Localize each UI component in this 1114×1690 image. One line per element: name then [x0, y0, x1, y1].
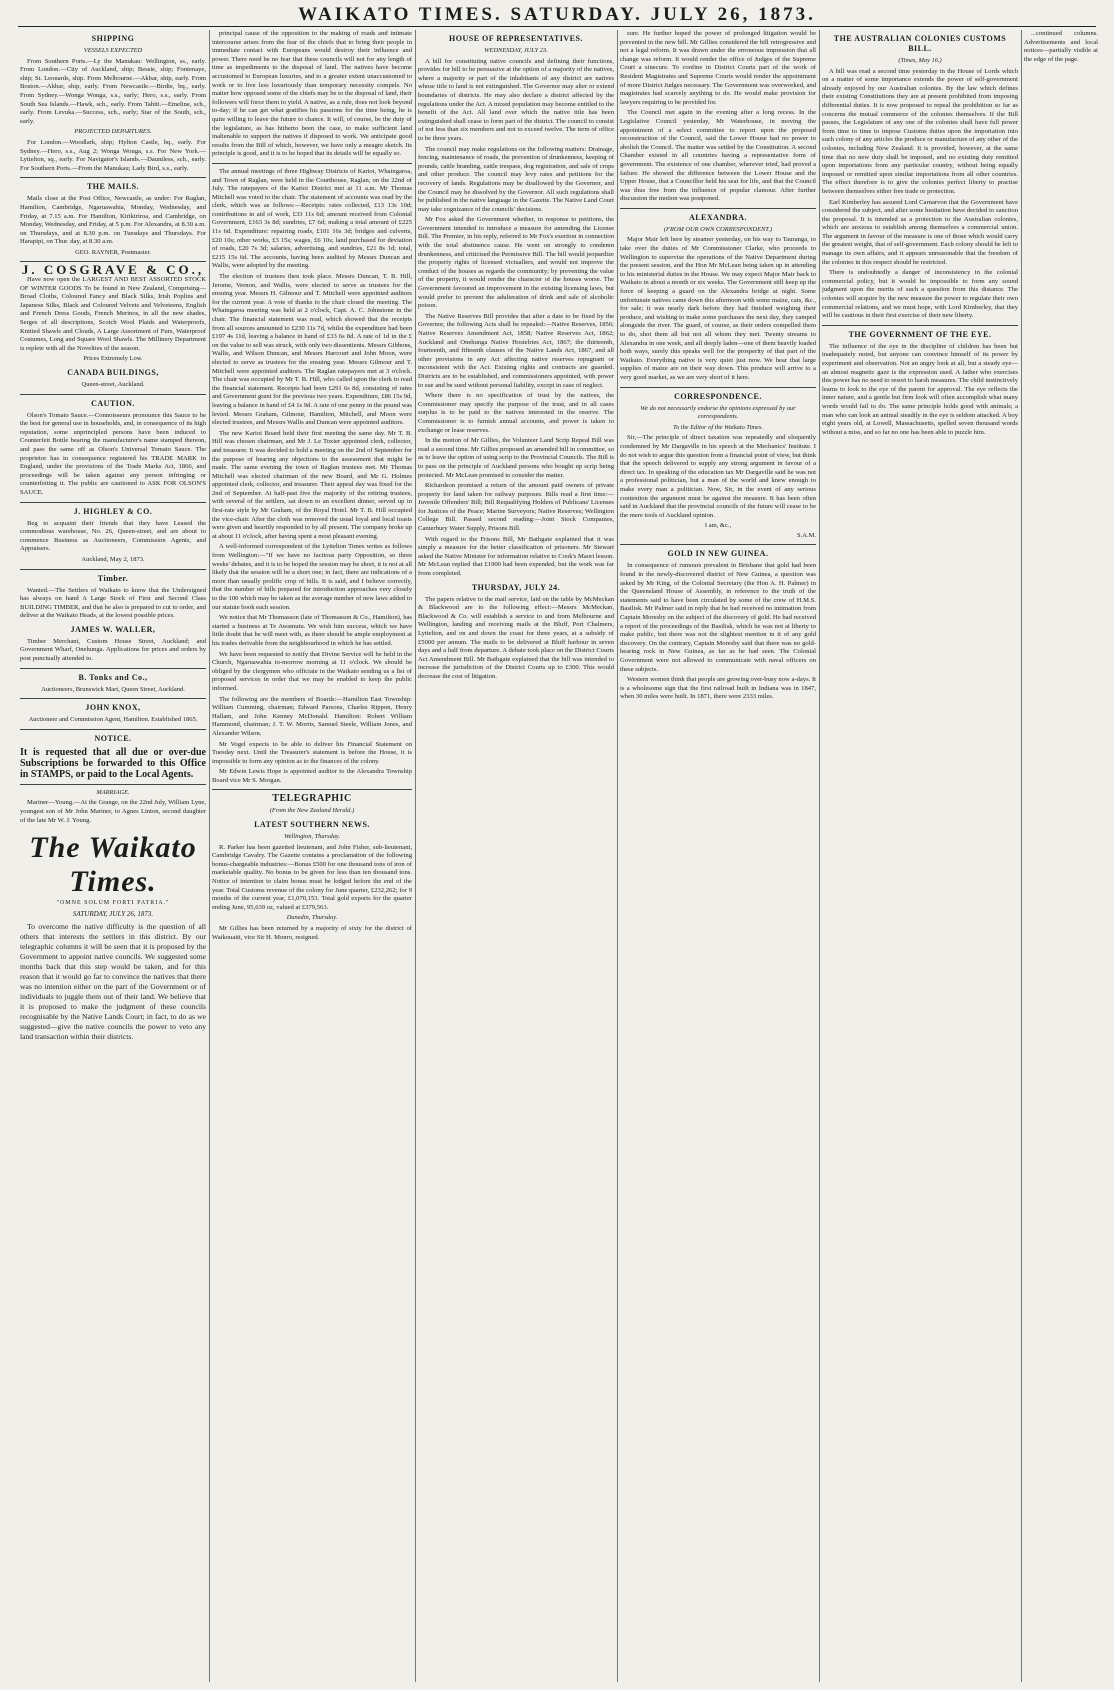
signature: I am, &c.,: [704, 522, 732, 530]
correspondence-to: To the Editor of the Waikato Times.: [673, 423, 763, 431]
article-text: The new Karioi Board held their first meeting the same day. Mr T. B. Hill was chosen chairman, and Mr J. Le Toxier appointed clerk, collector, and treasurer. It was decided to hold a meeting on the 2nd of September for the purpose of hearing any objections to the assessment that might be made. The same evening the town of Raglan trustees met. Mr Thomas Mitchell was elected chairman of the new Board, and Mr G. Holmes appointed clerk, collector, and treasurer. Their appeal day was fixed for the 2nd of September. At half-past five the majority of the retiring trustees, with several of the settlers, sat down to an excellent dinner, served up in first-rate style by Mr Graham, of the Royal Hotel. Mr T. B. Hill occupied the vice-chair. After the cloth was removed the usual loyal and local toasts were given and heartily responded to by all present. The company broke up at about 11 o'clock, after having spent a most pleasant evening.: [212, 429, 412, 540]
caution-heading: CAUTION.: [91, 398, 135, 408]
column-rule: [1021, 30, 1022, 1682]
article-text: Sir,—The principle of direct taxation was repeatedly and eloquently condemned by Mr Dargaville in his speech at the Mechanics' Institute. I do not wish to argue this question from a financial point of view, but think that the speech delivered to supply any strong argument in favour of a direct tax. In speaking of the education tax Mr Dargaville said he was not a professional politician, but a man of the world and knew enough to make every man a politician. Now, Sir, in the event of any serious contention the argument must be against the measure. It has been often said in Auckland that the provincial councils of the future will cease to be the mere tools of Auckland opinion.: [620, 434, 816, 519]
article-text: The election of trustees then took place. Messrs Duncan, T. B. Hill, Jerome, Vernon, and Wallis, were elected to serve as trustees for the ensuing year. Messrs H. Gilmour and T. Mitchell were appointed auditors for the current year. A vote of thanks to the chair closed the meeting. The Whaingaroa meeting was held at 2 o'clock, Capt. A. C. Johnstone in the chair. The financial statement was read, which showed that the receipts from all sources amounted to £230 11s 7d, whilst the expenditure had been £197 4s 11d, leaving a balance in hand of £33 6s 8d. A rate of 1d in the £ on the value to sell was struck, with only two dissentients. Messrs Gibbons, Wallis, and Wilson Duncan, and Messrs Harcourt and John Moon, were elected to serve as trustees for the ensuing year. Messrs Gilmour and T. Mitchell were appointed auditors. The Raglan ratepayers met at 3 o'clock. The chair was occupied by Mr T. B. Hill, who called upon the clerk to read the financial statement. Receipts had been £291 6s 8d, consisting of rates and Government grant for the previous two years. Expenditure, £86 15s 9d, leaving a balance in hand of £4 1s 9d. A rate of one penny in the pound was levied. Messrs Graham, Gilmour, Hamilton, Mitchell, and Moon were elected trustees, and Messrs Wallis and Duncan were appointed auditors.: [212, 273, 412, 427]
divider: [20, 394, 206, 395]
latest-news-heading: LATEST SOUTHERN NEWS.: [254, 820, 370, 830]
marriage-text: Mariner—Young.—At the Grange, on the 22nd July, William Lyne, youngest son of Mr John Mariner, to Agnes Linton, second daughter of the late Mr W. J. Young.: [20, 799, 206, 824]
article-text: Mr Fox asked the Government whether, in response to petitions, the Government intended to introduce a measure for amending the License Bill. The Premier, in his reply, referred to Mr Fox's exertion in connection with the total abstinence cause. He went on strongly to condemn drunkenness, and criticised the Permissive Bill. The bill would jeopardize the property rights of licensed victuallers, and would not improve the conduct of the houses as regards the community; by preventing the value of the property, it would render the character of the houses worse. The Government favoured an improvement in the existing licensing laws, but would prefer to prevent the adulteration of drink and sale of alcoholic poison.: [418, 216, 614, 310]
article-text: The Council met again in the evening after a long recess. In the Legislative Council yesterday, Mr Waterhouse, in moving the appointment of a select committee to report upon the proposed reconstruction of the Council, said the Lower House had no power to abolish the Council. The matter was settled by the Constitution. A second Chamber existed in all countries having a representative form of government. The existence of one chamber, wherever tried, had proved a failure. He showed the difference between the Lower House and the Upper House, that a Councillor held his seat for life, and that the Council was thus free from the influence of popular clamour. After further discussion the motion was postponed.: [620, 109, 816, 203]
divider: [620, 544, 816, 545]
canada-buildings: CANADA BUILDINGS,: [67, 368, 159, 377]
column-5: [822, 30, 1018, 1682]
dateline: Wellington, Thursday.: [283, 833, 341, 841]
telegraphic-heading: TELEGRAPHIC: [272, 793, 352, 805]
canada-address: Queen-street, Auckland.: [81, 381, 145, 388]
masthead: WAIKATO TIMES. SATURDAY. JULY 26, 1873.: [18, 4, 1096, 27]
house-heading: HOUSE OF REPRESENTATIVES.: [449, 34, 583, 43]
marriage-heading: MARRIAGE.: [96, 788, 130, 796]
column-3: [418, 30, 614, 1682]
divider: [212, 163, 412, 164]
column-rule: [819, 30, 820, 1682]
highley-ad-title: J. HIGHLEY & CO.: [73, 506, 153, 516]
article-text: The annual meetings of three Highway Districts of Karioi, Whaingaroa, and Town of Raglan, were held in the Courthouse, Raglan, on the 22nd of July. The ratepayers of the Karioi District met at 11 a.m. Mr Thomas Mitchell was voted to the chair. The statement of accounts was read by the clerk, which was as follows:—Receipts: rates collected, £13 13s 10d; contributions in aid of work, £33 11s 6d; amount received from Colonial Government, £163 3s 8d; sundries, £7 6d; making a total amount of £225 11s 6d. Expenditure: repairing roads, £101 16s 3d; bridges and culverts, £20 10s; other works, £3 15s; wages, £6 10s; land purchased for deviation of roads, £20 7s 3d; salaries, advertising, and sundries, £21 8s 1d; total, £215 15s 6d. The accounts, having been audited by Messrs Duncan and Wallis, were adopted by the meeting.: [212, 167, 412, 270]
projected-text: For London.—Woodlark, ship; Hylton Castle, bq., early. For Sydney.—Hero, s.s., Aug 2; Wonga Wonga, s.s. For New York.—Lyttelton, sq., early. For Navigator's Islands.—Dauntless, sch., early. For Southern Ports.—From the Manukau; Lady Bird, s.s., early.: [20, 138, 206, 172]
dateline: WEDNESDAY, JULY 23.: [484, 47, 548, 54]
article-text: We have been requested to notify that Divine Service will be held in the Church, Ngaruawahia to-morrow morning at 11 o'clock. We should be obliged by the clergymen who officiate in the Waikato sending us a list of proposed services in order that we may be enabled to keep the public informed.: [212, 650, 412, 692]
article-text: Western women think that people are growing over-busy now a-days. It is a wholesome sign that the first railroad built in Indiana was in 1847, when 30 miles were built. In 1871, there were 2333 miles.: [620, 676, 816, 701]
mails-heading: THE MAILS.: [86, 182, 140, 192]
cosgrave-ad-title: J. COSGRAVE & CO.,: [21, 262, 205, 278]
column-1: [20, 30, 206, 1682]
prices-line: Prices Extremely Low.: [83, 355, 143, 363]
paper-dateline: SATURDAY, JULY 26, 1873.: [72, 909, 154, 918]
divider: [20, 569, 206, 570]
highley-ad-date: Auckland, May 2, 1873.: [81, 555, 145, 563]
article-text: Major Mair left here by steamer yesterday, on his way to Tauranga, to take over the duties of Mr Commissioner Clarke, who proceeds to Wellington to supervise the operations of the Native Department during the present session, and the Hon Mr McLean being taken up in attending to his ministerial duties in the House. We may expect Major Mair back to Waikato in about a month or six weeks. The Government still keep up the force of keeping a guard on the Alexandra bridge at night. Some unfortunate natives came down this afternoon with some maize, cats, &c., for sale; it was nearly dark before they had finished weighing their produce, and wishing to make some purchases the next day, they camped alongside the river. The guard, of course, as their orders compelled them to do, shot them all but not all whom they met. Twenty streams to Alexandra in one week, and all deeply laden—one of them heavily loaded both ways, surely this speaks well for the prosperity of that part of the Waikato. Everything native is very quiet just now. We hear that large supplies of maize are on their way down. This produce will arrive to a very good market, as we are very short of it here.: [620, 236, 816, 381]
article-text: Mr Vogel expects to be able to deliver his Financial Statement on Tuesday next. Until the Treasurer's statement is before the House, it is impossible to form any opinion as to the finances of the colony.: [212, 740, 412, 765]
divider: [20, 502, 206, 503]
notice-text: It is requested that all due or over-due Subscriptions be forwarded to this Office in STAMPS, or paid to the Local Agents.: [20, 746, 206, 780]
column-rule: [415, 30, 416, 1682]
postmaster-signature: GEO. RAYNER, Postmaster.: [75, 248, 151, 256]
divider: [20, 784, 206, 785]
column-4: [620, 30, 816, 1682]
article-text: Richardson promised a return of the amount paid owners of private property for land taken for railway purposes. Bills read a first time:—Juvenile Offenders' Bill; Bill Requalifying Holders of Publicans' Licenses for Justices of the Peace; Marine Surveyors; Native Reserves; Wellington College Bill. Passed second reading:—Joint Stock Companies, Canterbury Water Supply, Prisons Bill.: [418, 482, 614, 533]
divider: [620, 208, 816, 209]
dateline: THURSDAY, JULY 24.: [471, 582, 561, 592]
article-text: The papers relative to the mail service, laid on the table by McMeckan & Blackwood are to the following effect:—Messrs McMeckan, Blackwood & Co. will establish a service to and from Melbourne and Wellington, landing and receiving mails at the Bluff, Port Chalmers, Lyttelton, and on and down the coast for three years, at a subsidy of £5000 per annum. The mails to be delivered at Bluff harbour in seven days and a half from departure. A debate took place on the District Courts Act Amendment Bill. Mr Bathgate explained that the bill was intended to increase the jurisdiction of the District Courts up to £300. This would decrease the cost of litigation.: [418, 595, 614, 680]
divider: [212, 789, 412, 790]
article-text: There is undoubtedly a danger of inconsistency in the colonial commercial policy, but it would be impossible to form any sound judgment upon the merits of such a question from this distance. The colonies will acquire by the new measure the power to regulate their own commercial relations, and we must hope, with Lord Kimberley, that they will be cautious in their first exercise of their new liberty.: [822, 269, 1018, 320]
tonks-text: Auctioneers, Brunswick Mart, Queen Street, Auckland.: [41, 685, 185, 693]
eye-heading: THE GOVERNMENT OF THE EYE.: [848, 329, 992, 339]
correspondence-heading: CORRESPONDENCE.: [674, 391, 762, 401]
column-rule: [209, 30, 210, 1682]
article-text: In consequence of rumours prevalent in Brisbane that gold had been found in the newly-discovered district of New Guinea, a question was asked by Mr King, of the Colonial Secretary (the Hon A. H. Palmer) in the Queensland House of Assembly, in reference to the truth of the statements said to have been circulated by some of the crew of H.M.S. Basilisk. Mr Palmer said in reply that he had received no intimation from Captain Moresby on the subject of the discovery of gold. He had received a report of the proceedings of the Basilisk, which he was not at liberty to make public, but there was not the slightest mention in it of any gold discovery. On the contrary, Captain Moresby said that there was no gold-bearing rock in New Guinea, as far as he had seen. The Colonial Government were not allowed to communicate with naval officers on these subjects.: [620, 562, 816, 673]
article-text: Where there is no specification of trust by the natives, the Commissioner may specify the purpose of the trust, and in all cases surplus is to be paid to the natives interested in the reserve. The Commissioner is to furnish annual accounts, and power is taken to exchange or lease reserves.: [418, 392, 614, 434]
dateline: Dunedin, Thursday.: [286, 914, 338, 922]
article-text: A bill for constituting native councils and defining their functions, provides for bill to be persuasive at the option of a majority of the natives, where a majority or part of the inhabitants of any district are natives whose title to land is not extinguished. The Governor may alter or extend boundaries of districts. He may also declare a district affected by the regulations under the Act. A mixed population may become entitled to the benefit of the Act. All land over which the native title has been extinguished shall cease to form part of the district. The council to consist of not less than six members and not to exceed twelve. The term of office to be three years.: [418, 57, 614, 142]
divider: [822, 325, 1018, 326]
paper-motto: "OMNE SOLUM FORTI PATRIA.": [56, 900, 170, 907]
notice-heading: NOTICE.: [94, 733, 132, 743]
divider: [20, 698, 206, 699]
divider: [20, 668, 206, 669]
article-text: The influence of the eye in the discipline of children has been but inadequately noted, but anyone can convince himself of its power by experiment and observation. Not an angry look at all, but a steady eye—an almost magnetic gaze is the expression used. A father who exercises this power has no need to resort to harsh measures. The child instinctively learns to look to the eye of the parent for approval. The eye reflects the inner nature, and a gentle but firm look will often accomplish what many words would fail to do. The same principle holds good with animals; a man who can look an animal steadily in the eye is seldom attacked. A boy eight years old, at Lowell, Massachusetts, spelled seven thousand words without a miss, and so far no one has been able to puzzle him.: [822, 342, 1018, 436]
article-text: In the motion of Mr Gillies, the Volunteer Land Scrip Repeal Bill was read a second time. Mr Gillies proposed an amended bill in committee, so as to leave the option of using scrip to the Provincial Councils. The Bill is to pass on the principle of Auckland persons who bought up scrip being protected. Mr McLean promised to consider the matter.: [418, 437, 614, 479]
article-text: The council may make regulations on the following matters: Drainage, fencing, maintenance of roads, the prevention of drunkenness, keeping of pounds, cattle branding, cattle trespass, dog registration, and sale of crops and other produce. The council may levy rates and petitions for the recovery of lands. Regulations may be disallowed by the Governor, and the Council may be dissolved by the Governor. All such regulations shall be published in the native language in the Gazette. The Native Land Court may take cognizance of the councils' decisions.: [418, 145, 614, 213]
waller-name: JAMES W. WALLER,: [70, 624, 156, 634]
mails-text: Mails close at the Post Office, Newcastle, as under: For Raglan, Hamilton, Cambridge, Ngaruawahia, Monday, Wednesday, and Friday, at 7.15 a.m. For Hamilton, Kirikiriroa, and Cambridge, on Monday, Wednesday, and Friday, at 5 p.m. For Alexandra, at 8.30 a.m. on Thursdays, and at 8.30 p.m. on Tuesdays and Thursdays. For Harapipi, on Thur. day, at 8.30 a.m.: [20, 195, 206, 246]
knox-name: JOHN KNOX,: [85, 703, 141, 713]
timber-heading: Timber.: [97, 573, 129, 583]
article-text: The following are the members of Boards:—Hamilton East Township: William Cumming, chairman; Edward Parsons, Charles Rippon, Henry Hallam, and John Kenney McDonald. Hamilton: Robert William Hammond, chairman; J. T. W. Morris, Samuel Steele, William Jones, and Alexander Wilson.: [212, 695, 412, 737]
telegraph-text: Mr Gillies has been returned by a majority of sixty for the district of Waikouaiti, vice Sir H. Monro, resigned.: [212, 925, 412, 941]
article-text: ...continued columns. Advertisements and local notices—partially visible at the edge of the page.: [1024, 30, 1098, 63]
vessels-expected-heading: VESSELS EXPECTED: [83, 47, 143, 54]
article-text: A well-informed correspondent of the Lyttelton Times writes as follows from Wellington:—"If we have no factious party Opposition, so three weeks' debates, and it is to be hoped the session may be short, it is not at all likely that the session will be a short one; in fact, there are indications of a more than usually prolific crop of bills. It is said, and I believe correctly, that the number of bills prepared for introduction approaches very closely to the 100 which may be taken as the average number of new laws added to our statute book each session.: [212, 543, 412, 611]
customs-bill-heading: THE AUSTRALIAN COLONIES CUSTOMS BILL.: [833, 34, 1007, 53]
telegraphic-source: (From the New Zealand Herald.): [269, 807, 355, 815]
article-text: With regard to the Frisons Bill, Mr Bathgate explained that it was simply a measure for the better classification of prisoners. Mr Stewart asked the Native Minister for information relative to Cook's Maori lesson. Mr McLean replied that £1900 had been expended, but the work was far from completed.: [418, 535, 614, 578]
timber-text: Wanted.—The Settlers of Waikato to know that the Undersigned has always on hand A Large Stock of First and Second Class BUILDING TIMBER, and that he also is prepared to cut to order, and deliver at the Waikato Heads, at the lowest possible prices.: [20, 586, 206, 620]
cosgrave-ad-text: Have now open the LARGEST AND BEST ASSORTED STOCK OF WINTER GOODS To be found in New Zealand, Comprising— Broad Cloths, Coloured Fancy and Black Silks, Irish Poplins and Japanese Silks, Black and Coloured Velvets and Velveteens, English and French Dress Goods, French Merinos, in all the new shades, Serges of all descriptions, Scotch Wool Plaids and Waterproofs, Knitted Shawls and Clouds, A Large Assortment of Furs, Waterproof Costumes, Long and Square Wool Shawls. The Millinery Department is replete with all the Novelties of the season.: [20, 276, 206, 352]
telegraph-text: R. Parker has been gazetted lieutenant, and John Fisher, sub-lieutenant, Cambridge Cavalry. The Gazette contains a proclamation of the following bonus-chargeable industries:—Bonus £500 for one thousand tons of iron of marketable quality. No bonus to be given for less than ten thousand tons. Notice of intention to claim bonus must be lodged before the end of the year. Total Customs revenue of the colony for June quarter, £232,262; for 9 months of the current year, £1,070,153. Total gold exports for the quarter ending June, 95,639 oz, valued at £379,563.: [212, 843, 412, 911]
alexandra-heading: ALEXANDRA.: [688, 212, 748, 222]
caution-text: Olson's Tomato Sauce.—Connoisseurs pronounce this Sauce to be the best for general use in households, and, in consequence of its high reputation, some unprincipled persons have been induced to Counterfeit Bottle bearing the manufacturer's name stamped thereon, and pass the same off as Olson's Universal Tomato Sauce. The proprietor has in consequence registered his TRADE MARK in England, under the provisions of the Trade Marks Act, 1866, and proceedings will be taken against any person infringing or counterfeiting it. The public are cautioned to ASK FOR OLSON'S SAUCE.: [20, 411, 206, 496]
waller-text: Timber Merchant, Custom House Street, Auckland; and Government Wharf, Onehunga. Applications for prices and orders by post punctually attended to.: [20, 637, 206, 663]
highley-ad-text: Beg to acquaint their friends that they have Leased the commodious warehouse, No. 26, Queen-street, and are about to commence Business as Auctioneers, Commission Agents, and Appraisers.: [20, 519, 206, 553]
divider: [620, 387, 816, 388]
lead-article: To overcome the native difficulty is the question of all others that interests the settlers in this district. By our telegraphic columns it will be seen that it is proposed by the Government to appoint native councils. We suggested some months back that this step would be taken, and for this reason that it would go far to convince the natives that there was no intention either on the part of the Government or of individuals to juggle them out of their land. We believe that it is proposed to make the judgment of these councils recognisable by the Native Lands Court; in fact, to do as we suggested—give the native councils the power to veto any land transaction within their districts.: [20, 922, 206, 1042]
article-text: The Native Reserves Bill provides that after a date to be fixed by the Governor, the following Acts shall be repealed:—Native Reserves, 1856; Native Reserves Amendment Act, 1858; Native Reserves Act, 1862; Auckland and Onehunga Native Hostelries Act, 1867; the thirteenth, fourteenth, and fifteenth clauses of the Native Lands Act, 1867, and all other provisions in any Act affecting native reserves repugnant or inconsistent with the Act. Existing rights and contracts are guarded. Districts are to be established, and commissioners appointed, with power to sue and be sued without personal liability, except in case of neglect.: [418, 312, 614, 389]
knox-text: Auctioneer and Commission Agent, Hamilton. Established 1865.: [28, 716, 198, 724]
article-text: Earl Kimberley has assured Lord Carnarvon that the Government have considered the subject, and after some hesitation have decided to sanction the proposal. It is intended as a protection to the Australian colonies, which are anxious to establish among themselves a commercial union. The argument in favour of the measure is one of those which would carry the greatest weight, that of self-government. Each colony should be left to manage its own affairs, and it appears unreasonable that the freedom of the colonies in this respect should be restricted.: [822, 198, 1018, 266]
article-text: A bill was read a second time yesterday in the House of Lords which on a matter of some importance extends the power of self-government already enjoyed by our Australian colonies. By the law which defines their existing Constitutions they are at present prohibited from imposing differential duties. It is now proposed to repeal the prohibition so far as concerns the mutual commerce of the colonies themselves. If the Bill passes, the Legislature of any one of the colonies shall have full power from time to time to impose Customs duties upon the importation into such colony of any articles the produce or manufacture of any other of the colonies, including New Zealand. It is provided, however, at the same time that no new duty shall be imposed, and no existing duty remitted upon importations from any particular country, without being equally imposed or remitted upon similar importations from all other countries. The effect therefore is to give the colonies perfect liberty to practise between themselves either free trade or protection.: [822, 67, 1018, 195]
shipping-text: From Southern Ports.—Ly the Manukau: Wellington, ss., early. From London.—City of Auckland, ship; Bessie, ship; Fontenaye, ship; St. Leonards, ship. From Melbourne.—Akbar, ship, early. From Boston.—Akbar, ship, early. From Newcastle.—Birdie, bq., early. From Sydney.—Wonga Wonga, s.s., early; Hero, s.s., early. From South Sea Islands.—Hawk, sch., early. From Tahiti.—Emeline, sch., early. From Levuka.—Success, sch., early; Star of the South, sch., early.: [20, 57, 206, 125]
tonks-name: B. Tonks and Co.,: [78, 672, 148, 682]
signature: S.A.M.: [797, 531, 816, 539]
divider: [20, 177, 206, 178]
article-text: Mr Edwin Lewis Hope is appointed auditor to the Alexandra Township Board vice Mr S. Morgan.: [212, 768, 412, 784]
divider: [20, 729, 206, 730]
paper-title: The Waikato Times.: [29, 831, 197, 899]
column-2: [212, 30, 412, 1682]
projected-heading: PROJECTED DEPARTURES.: [74, 128, 152, 136]
article-text: We notice that Mr Thomasson (late of Thomasson & Co., Hamilton), has started a business at Te Awamutu. We wish him success, which we have little doubt that he will meet with, as there should be ample employment at his trades derivable from the neighbourhood in which he has settled.: [212, 614, 412, 647]
column-rule: [617, 30, 618, 1682]
gold-heading: GOLD IN NEW GUINEA.: [667, 549, 769, 559]
alexandra-sub: (FROM OUR OWN CORRESPONDENT.): [663, 225, 773, 233]
shipping-heading: SHIPPING: [91, 34, 135, 43]
correspondence-note: We do not necessarily endorse the opinions expressed by our correspondents.: [640, 404, 796, 421]
column-6: [1024, 30, 1098, 1682]
article-text: sure. He further hoped the power of prolonged litigation would be prevented in the new bill. Mr Gillies considered the bill retrogressive and not a legal reform. It was drawn under the erroneous impression that all change was reform. It would render the office of Judges of the Supreme Court a sinecure. To confine in District Courts part of the work of Resident Magistrates and Supreme Courts would render the appointment of more District Judges necessary. The Government was overworked, and magistrates had scarcely anything to do. He would make provision for lawyers requiring to be provided for.: [620, 30, 816, 106]
article-text: principal cause of the opposition to the making of roads and intimate intercourse arises from the fear of the chiefs that to bring their people in immediate contact with Europeans would destroy their influence and power. There need be no fear that these councils will not for any length of time as impediments to the disposal of land. The natives have become accustomed to European luxuries, and to a greater extent unaccustomed to work or to live less luxuriously than temporary necessity compels. No matter how opposed some of the chiefs may be to the disposal of land, their followers will force them to yield. A native, as a rule, does not look beyond to-day; if he can get what gratifies his passions for the time being, he is quite willing to leave the future to chance. It will, of course, be the duty of the legislature, as has hitherto been the case, to make sufficient land inalienable to support the natives if disposed to work. We anticipate good results from the Bill of which, however, we have only a meagre sketch. Its principle is good, and it is to be hoped that its details will be equally so.: [212, 30, 412, 158]
customs-bill-source: (Times, May 16.): [898, 57, 942, 64]
